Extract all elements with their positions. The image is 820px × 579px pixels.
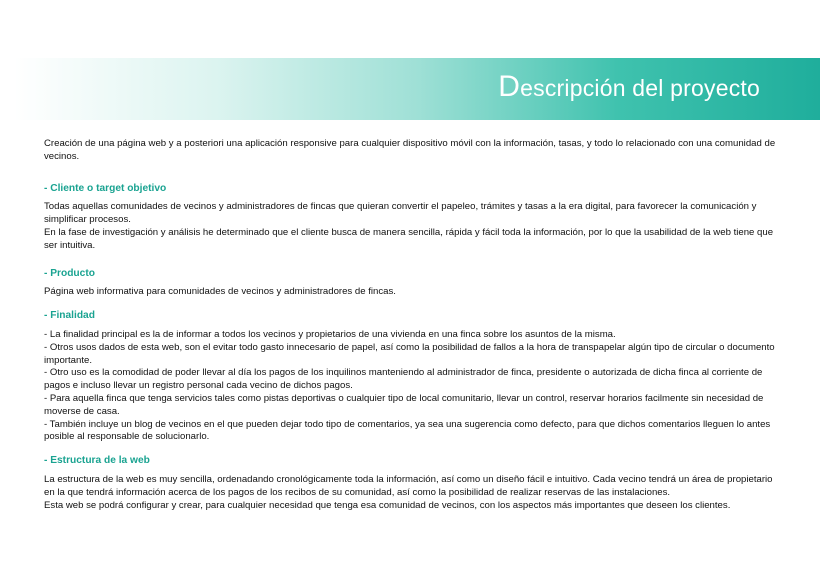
section-paragraph: La estructura de la web es muy sencilla, ordenadando cronológicamente toda la información, así como un diseño fácil e intuitivo. Cada vecino tendrá un área de propietario en la que tendrá información acerca de los pagos de los recibos de su comunidad, así como la posibilidad de realizar reservas de las instalaciones. [44, 473, 773, 498]
section-paragraph: - También incluye un blog de vecinos en el que pueden dejar todo tipo de comentarios, ya sea una sugerencia como defecto, para que dichos comentarios lleguen lo antes posible al responsable de solucionarlo. [44, 418, 771, 443]
section-paragraph: - La finalidad principal es la de informar a todos los vecinos y propietarios de una vivienda en una finca sobre los asuntos de la misma. [44, 328, 616, 340]
page-title [498, 70, 760, 104]
section-paragraph: - Otros usos dados de esta web, son el evitar todo gasto innecesario de papel, así como la posibilidad de fallos a la hora de transpapelar algún tipo de circular o documento importante. [44, 341, 775, 366]
section-paragraph: Página web informativa para comunidades de vecinos y administradores de fincas. [44, 286, 396, 298]
section-heading-estructura: - Estructura de la web [44, 455, 150, 467]
document-body [44, 138, 776, 512]
title-initial: D [498, 70, 521, 103]
section-heading-producto: - Producto [44, 267, 95, 279]
intro-paragraph: Creación de una página web y a posteriori una aplicación responsive para cualquier dispositivo móvil con la información, tasas, y todo lo relacionado con una comunidad de vecinos. [44, 138, 776, 162]
section-paragraph: - Otro uso es la comodidad de poder llevar al día los pagos de los inquilinos manteniendo al administrador de finca, presidente o autorizada de dicha finca al corriente de pagos e incluso llevar un registro personal cada vecino de dichos pagos. [44, 367, 763, 392]
section-paragraph: En la fase de investigación y análisis he determinado que el cliente busca de manera sencilla, rápida y fácil toda la información, por lo que la usabilidad de la web tiene que ser intuitiva. [44, 226, 774, 251]
section-heading-finalidad: - Finalidad [44, 310, 95, 322]
section-paragraph: Todas aquellas comunidades de vecinos y administradores de fincas que quieran convertir el papeleo, trámites y tasas a la era digital, para favorecer la comunicación y simplificar procesos. [44, 201, 757, 226]
section-heading-cliente: - Cliente o target objetivo [44, 182, 167, 194]
title-rest: escripción del proyecto [520, 75, 760, 101]
section-paragraph: - Para aquella finca que tenga servicios tales como pistas deportivas o cualquier tipo de local comunitario, llevar un control, reservar horarios facilmente sin necesidad de moverse de casa. [44, 392, 764, 417]
section-paragraph: Esta web se podrá configurar y crear, para cualquier necesidad que tenga esa comunidad de vecinos, con los aspectos más importantes que deseen los clientes. [44, 499, 731, 511]
